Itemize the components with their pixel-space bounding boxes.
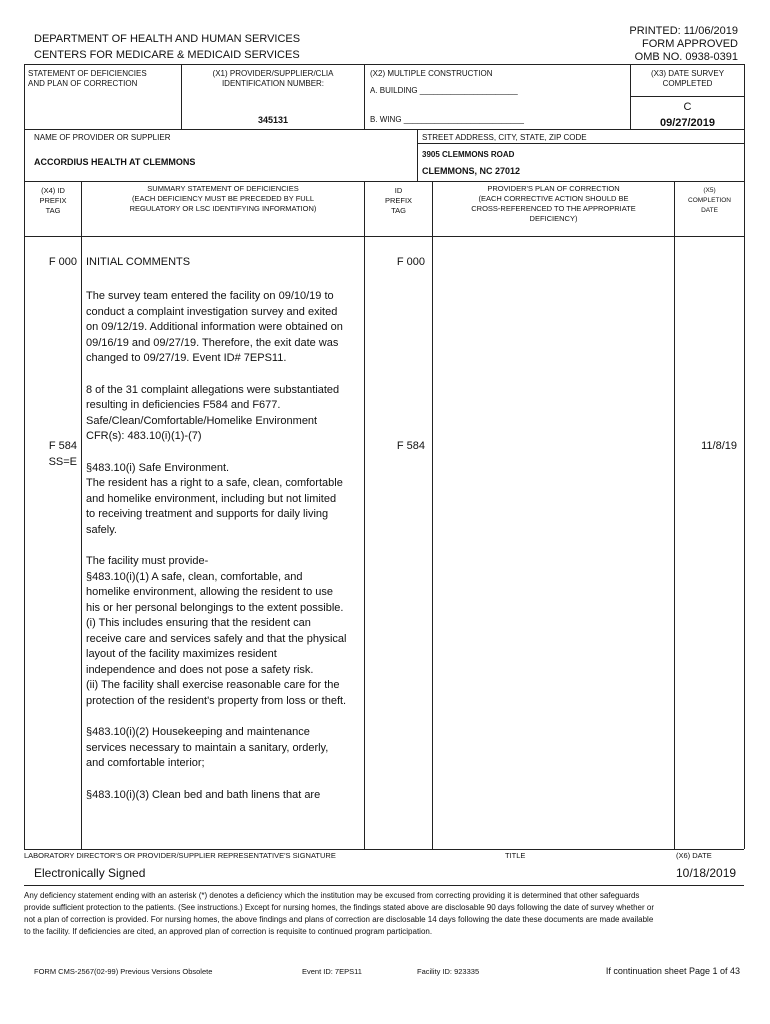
survey-completed-date: 09/27/2019 — [659, 117, 716, 129]
title-label: TITLE — [505, 851, 526, 860]
building-field: A. BUILDING ______________________ — [370, 86, 518, 95]
paragraph-allegations: 8 of the 31 complaint allegations were substantiated resulting in deficiencies F584 and F677. — [86, 383, 340, 411]
provider-name: ACCORDIUS HEALTH AT CLEMMONS — [34, 157, 196, 167]
signature-label: LABORATORY DIRECTOR'S OR PROVIDER/SUPPLIER REPRESENTATIVE'S SIGNATURE — [24, 851, 336, 860]
plan-column-header: PROVIDER'S PLAN OF CORRECTION (EACH CORRECTIVE ACTION SHOULD BE CROSS-REFERENCED TO THE APPROPRIATE DEFICIENCY) — [471, 184, 636, 223]
event-id: Event ID: 7EPS11 — [302, 967, 362, 976]
agency-line-2: CENTERS FOR MEDICARE & MEDICAID SERVICES — [34, 49, 300, 61]
paragraph-linens: §483.10(i)(3) Clean bed and bath linens that are — [86, 788, 321, 801]
x1-label: (X1) PROVIDER/SUPPLIER/CLIA IDENTIFICATION NUMBER: — [212, 69, 334, 88]
provider-name-label: NAME OF PROVIDER OR SUPPLIER — [34, 133, 171, 142]
x2-label: (X2) MULTIPLE CONSTRUCTION — [370, 69, 493, 78]
f584-tag: F 584 — [48, 440, 77, 452]
f584-scope: SS=E — [48, 456, 77, 468]
paragraph-facility-must-provide: The facility must provide- §483.10(i)(1) A safe, clean, comfortable, and homelike environment, allowing the resident to use his or her personal belongings to the extent possible. (i) This includes ensuring that the resident can receive care and services safely and that the physical layout of the facility maximizes resident independence and does not pose a safety risk. (ii) The facility shall exercise reasonable care for the protection of the resident's property from loss or theft. — [86, 555, 347, 707]
paragraph-survey-entry: The survey team entered the facility on 09/10/19 to conduct a complaint investigation survey and exited on 09/12/19. Additional information were obtained on 09/16/19 and 09/27/19. Therefore, the exit date was changed to 09/27/19. Event ID# 7EPS11. — [86, 290, 343, 364]
x6-date-label: (X6) DATE — [676, 851, 712, 860]
signature-date: 10/18/2019 — [676, 866, 737, 880]
completion-column-header: (X5) COMPLETION DATE — [688, 187, 731, 214]
id-column-header: ID PREFIX TAG — [384, 186, 413, 215]
city-state-zip: CLEMMONS, NC 27012 — [422, 166, 521, 176]
x3-label: (X3) DATE SURVEY COMPLETED — [650, 69, 725, 88]
summary-column-header: SUMMARY STATEMENT OF DEFICIENCIES (EACH DEFICIENCY MUST BE PRECEDED BY FULL REGULATORY OR LSC IDENTIFYING INFORMATION) — [129, 184, 317, 213]
paragraph-safe-environment: §483.10(i) Safe Environment. The resident has a right to a safe, clean, comfortable and homelike environment, including but not limited to receiving treatment and supports for daily living safely. — [86, 461, 343, 536]
f000-id-tag: F 000 — [396, 256, 425, 268]
printed-date: PRINTED: 11/06/2019 — [629, 25, 738, 37]
f000-title: INITIAL COMMENTS — [86, 256, 191, 268]
statement-label: STATEMENT OF DEFICIENCIES AND PLAN OF CORRECTION — [28, 69, 147, 88]
f584-id-tag: F 584 — [396, 440, 425, 452]
f584-completion-date: 11/8/19 — [701, 440, 737, 452]
address-label: STREET ADDRESS, CITY, STATE, ZIP CODE — [422, 133, 587, 142]
wing-field: B. WING ___________________________ — [370, 115, 524, 124]
facility-id: Facility ID: 923335 — [417, 967, 480, 976]
f000-tag: F 000 — [48, 256, 77, 268]
street-address: 3905 CLEMMONS ROAD — [422, 150, 515, 159]
disclaimer-text: Any deficiency statement ending with an asterisk (*) denotes a deficiency which the institution may be excused from correcting providing it is determined that other safeguards provide sufficient protection to the patients. (See instructions.) Except for nursing homes, the findings stated above are disclosable 90 days following the date of survey whether or not a plan of correction is provided. For nursing homes, the above findings and plans of correction are disclosable 14 days following the date these documents are made available to the facility. If deficiencies are cited, an approved plan of correction is requisite to continued program participation. — [24, 891, 654, 936]
form-approved: FORM APPROVED — [642, 38, 738, 50]
agency-line-1: DEPARTMENT OF HEALTH AND HUMAN SERVICES — [34, 33, 301, 45]
provider-id-number: 345131 — [257, 115, 289, 125]
summary-text — [86, 289, 348, 819]
paragraph-housekeeping: §483.10(i)(2) Housekeeping and maintenance services necessary to maintain a sanitary, orderly, and comfortable interior; — [86, 726, 329, 769]
x4-column-header: (X4) ID PREFIX TAG — [39, 186, 67, 215]
omb-number: OMB NO. 0938-0391 — [634, 51, 738, 63]
f584-cfr: CFR(s): 483.10(i)(1)-(7) — [86, 430, 202, 442]
form-number: FORM CMS-2567(02-99) Previous Versions Obsolete — [34, 967, 213, 976]
page-number: If continuation sheet Page 1 of 43 — [605, 966, 740, 976]
signature-value: Electronically Signed — [34, 866, 146, 880]
survey-code: C — [683, 101, 692, 113]
f584-title: Safe/Clean/Comfortable/Homelike Environment — [86, 414, 318, 427]
